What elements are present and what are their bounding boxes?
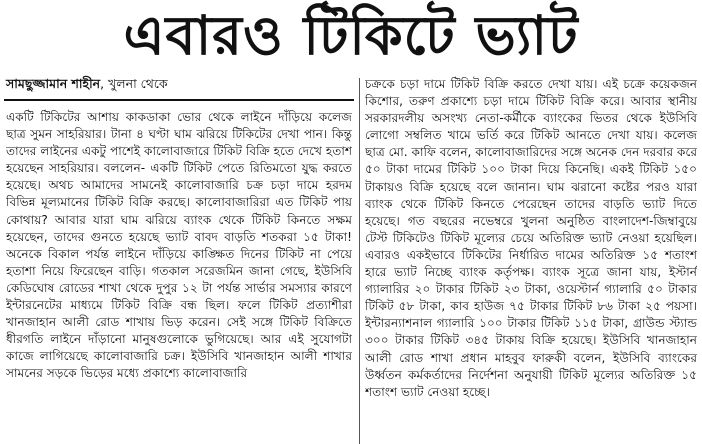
article-column-right [365, 76, 697, 444]
byline [6, 76, 354, 92]
article-text-left: একটি টিকিটের আশায় কাকডাকা ভোর থেকে লাইনে দাঁড়িয়ে কলেজ ছাত্র সুমন সাহরিয়ার। টানা ৪ ঘণ্টা ঘাম ঝরিয়ে টিকিটের দেখা পান। কিন্তু তাদের লাইনের একটু পাশেই কালোবাজারে টিকিট বিক্রি হতে দেখে হতাশ হয়েছেন সাহরিয়ার। বললেন- একটি টিকিট পেতে রিতিমতো যুদ্ধ করতে হয়েছে। অথচ আমাদের সামনেই কালোবাজারি চক্র চড়া দামে হরদম বিভিন্ন মূল্যমানের টিকিট বিক্রি করছে। কালোবাজারিরা এত টিকিট পায় কোথায়? আবার যারা ঘাম ঝরিয়ে ব্যাংক থেকে টিকিট কিনতে সক্ষম হয়েছেন, তাদের গুনতে হয়েছে ভ্যাট বাবদ বাড়তি শতকরা ১৫ টাকা! অনেকে বিকাল পর্যন্ত লাইনে দাঁড়িয়ে কাঙ্ক্ষিত দিনের টিকিট না পেয়ে হতাশা নিয়ে ফিরেছেন বাড়ি। গতকাল সরেজমিন জানা গেছে, ইউসিবি কেডিঘোষ রোডের শাখা থেকে দুপুর ১২ টা পর্যন্ত সার্ভার সমস্যার কারণে ইন্টারনেটের মাধ্যমে টিকিট বিক্রি বন্ধ ছিল। ফলে টিকিট প্রত্যাশীরা খানজাহান আলী রোড শাখায় ভিড় করেন। সেই সঙ্গে টিকিট বিক্রিতে ধীরগতি লাইনে দাঁড়ানো মানুষগুলোকে ভুগিয়েছে। আর এই সুযোগটা কাজে লাগিয়েছে কালোবাজারি চক্র। ইউসিবি খানজাহান আলী শাখার সামনের সড়কে ভিড়ের মধ্যে প্রকাশ্যে কালোবাজারি [6, 110, 352, 381]
byline-author: সামছুজ্জামান শাহীন [6, 76, 101, 91]
article-column-left [6, 109, 352, 444]
headline: এবারও টিকিটে ভ্যাট [123, 4, 579, 67]
article-text-right: চক্রকে চড়া দামে টিকিট বিক্রি করতে দেখা যায়। এই চক্রে কয়েকজন কিশোর, তরুণ প্রকাশ্যে চড়া দামে টিকিট বিক্রি করে। আবার স্থানীয় সরকারদলীয় অসংখ্য নেতা-কর্মীকে ব্যাংকের ভিতর থেকে ইউসিবি লোগো সম্বলিত খামে ভর্তি করে টিকিট আনতে দেখা যায়। কলেজ ছাত্র মো. কাফি বলেন, কালোবাজারিদের সঙ্গে অনেক দেন দরবার করে ৫০ টাকা দামের টিকিট ১০০ টাকা দিয়ে কিনেছি। একই টিকিট ১৫০ টাকায়ও বিক্রি হয়েছে বলে জানান। ঘাম ঝরানো কষ্টের পরও যারা ব্যাংক থেকে টিকিট কিনতে পেরেছেন তাদের বাড়তি ভ্যাট দিতে হয়েছে। গত বছরের নভেম্বরে খুলনা অনুষ্ঠিত বাংলাদেশ-জিম্বাবুয়ে টেস্ট টিকিটেও টিকিট মূল্যের চেয়ে অতিরিক্ত ভ্যাট নেওয়া হয়েছিল। এবারও একইভাবে টিকিটের নির্ধারিত দামের অতিরিক্ত ১৫ শতাংশ হারে ভ্যাট নিচ্ছে ব্যাংক কর্তৃপক্ষ। ব্যাংক সূত্রে জানা যায়, ইস্টার্ন গ্যালারির ২০ টাকার টিকিট ২৩ টাকা, ওয়েস্টার্ন গ্যালারি ৫০ টাকার টিকিট ৫৮ টাকা, কাব হাউজ ৭৫ টাকার টিকিট ৮৬ টাকা ২৫ পয়সা। ইন্টারন্যাশনাল গ্যালারি ১০০ টাকার টিকিট ১১৫ টাকা, গ্রাউন্ড স্ট্যান্ড ৩০০ টাকার টিকিট ৩৪৫ টাকায় বিক্রি হয়েছে। ইউসিবি খানজাহান আলী রোড শাখা প্রধান মাহবুব ফারুকী বলেন, ইউসিবি ব্যাংকের উর্ধ্বতন কর্মকর্তাদের নির্দেশনা অনুযায়ী টিকিট মূল্যের অতিরিক্ত ১৫ শতাংশ ভ্যাট নেওয়া হচ্ছে। [365, 77, 697, 399]
byline-rule [4, 99, 354, 101]
byline-location: , খুলনা থেকে [100, 76, 168, 91]
column-divider [359, 78, 360, 444]
